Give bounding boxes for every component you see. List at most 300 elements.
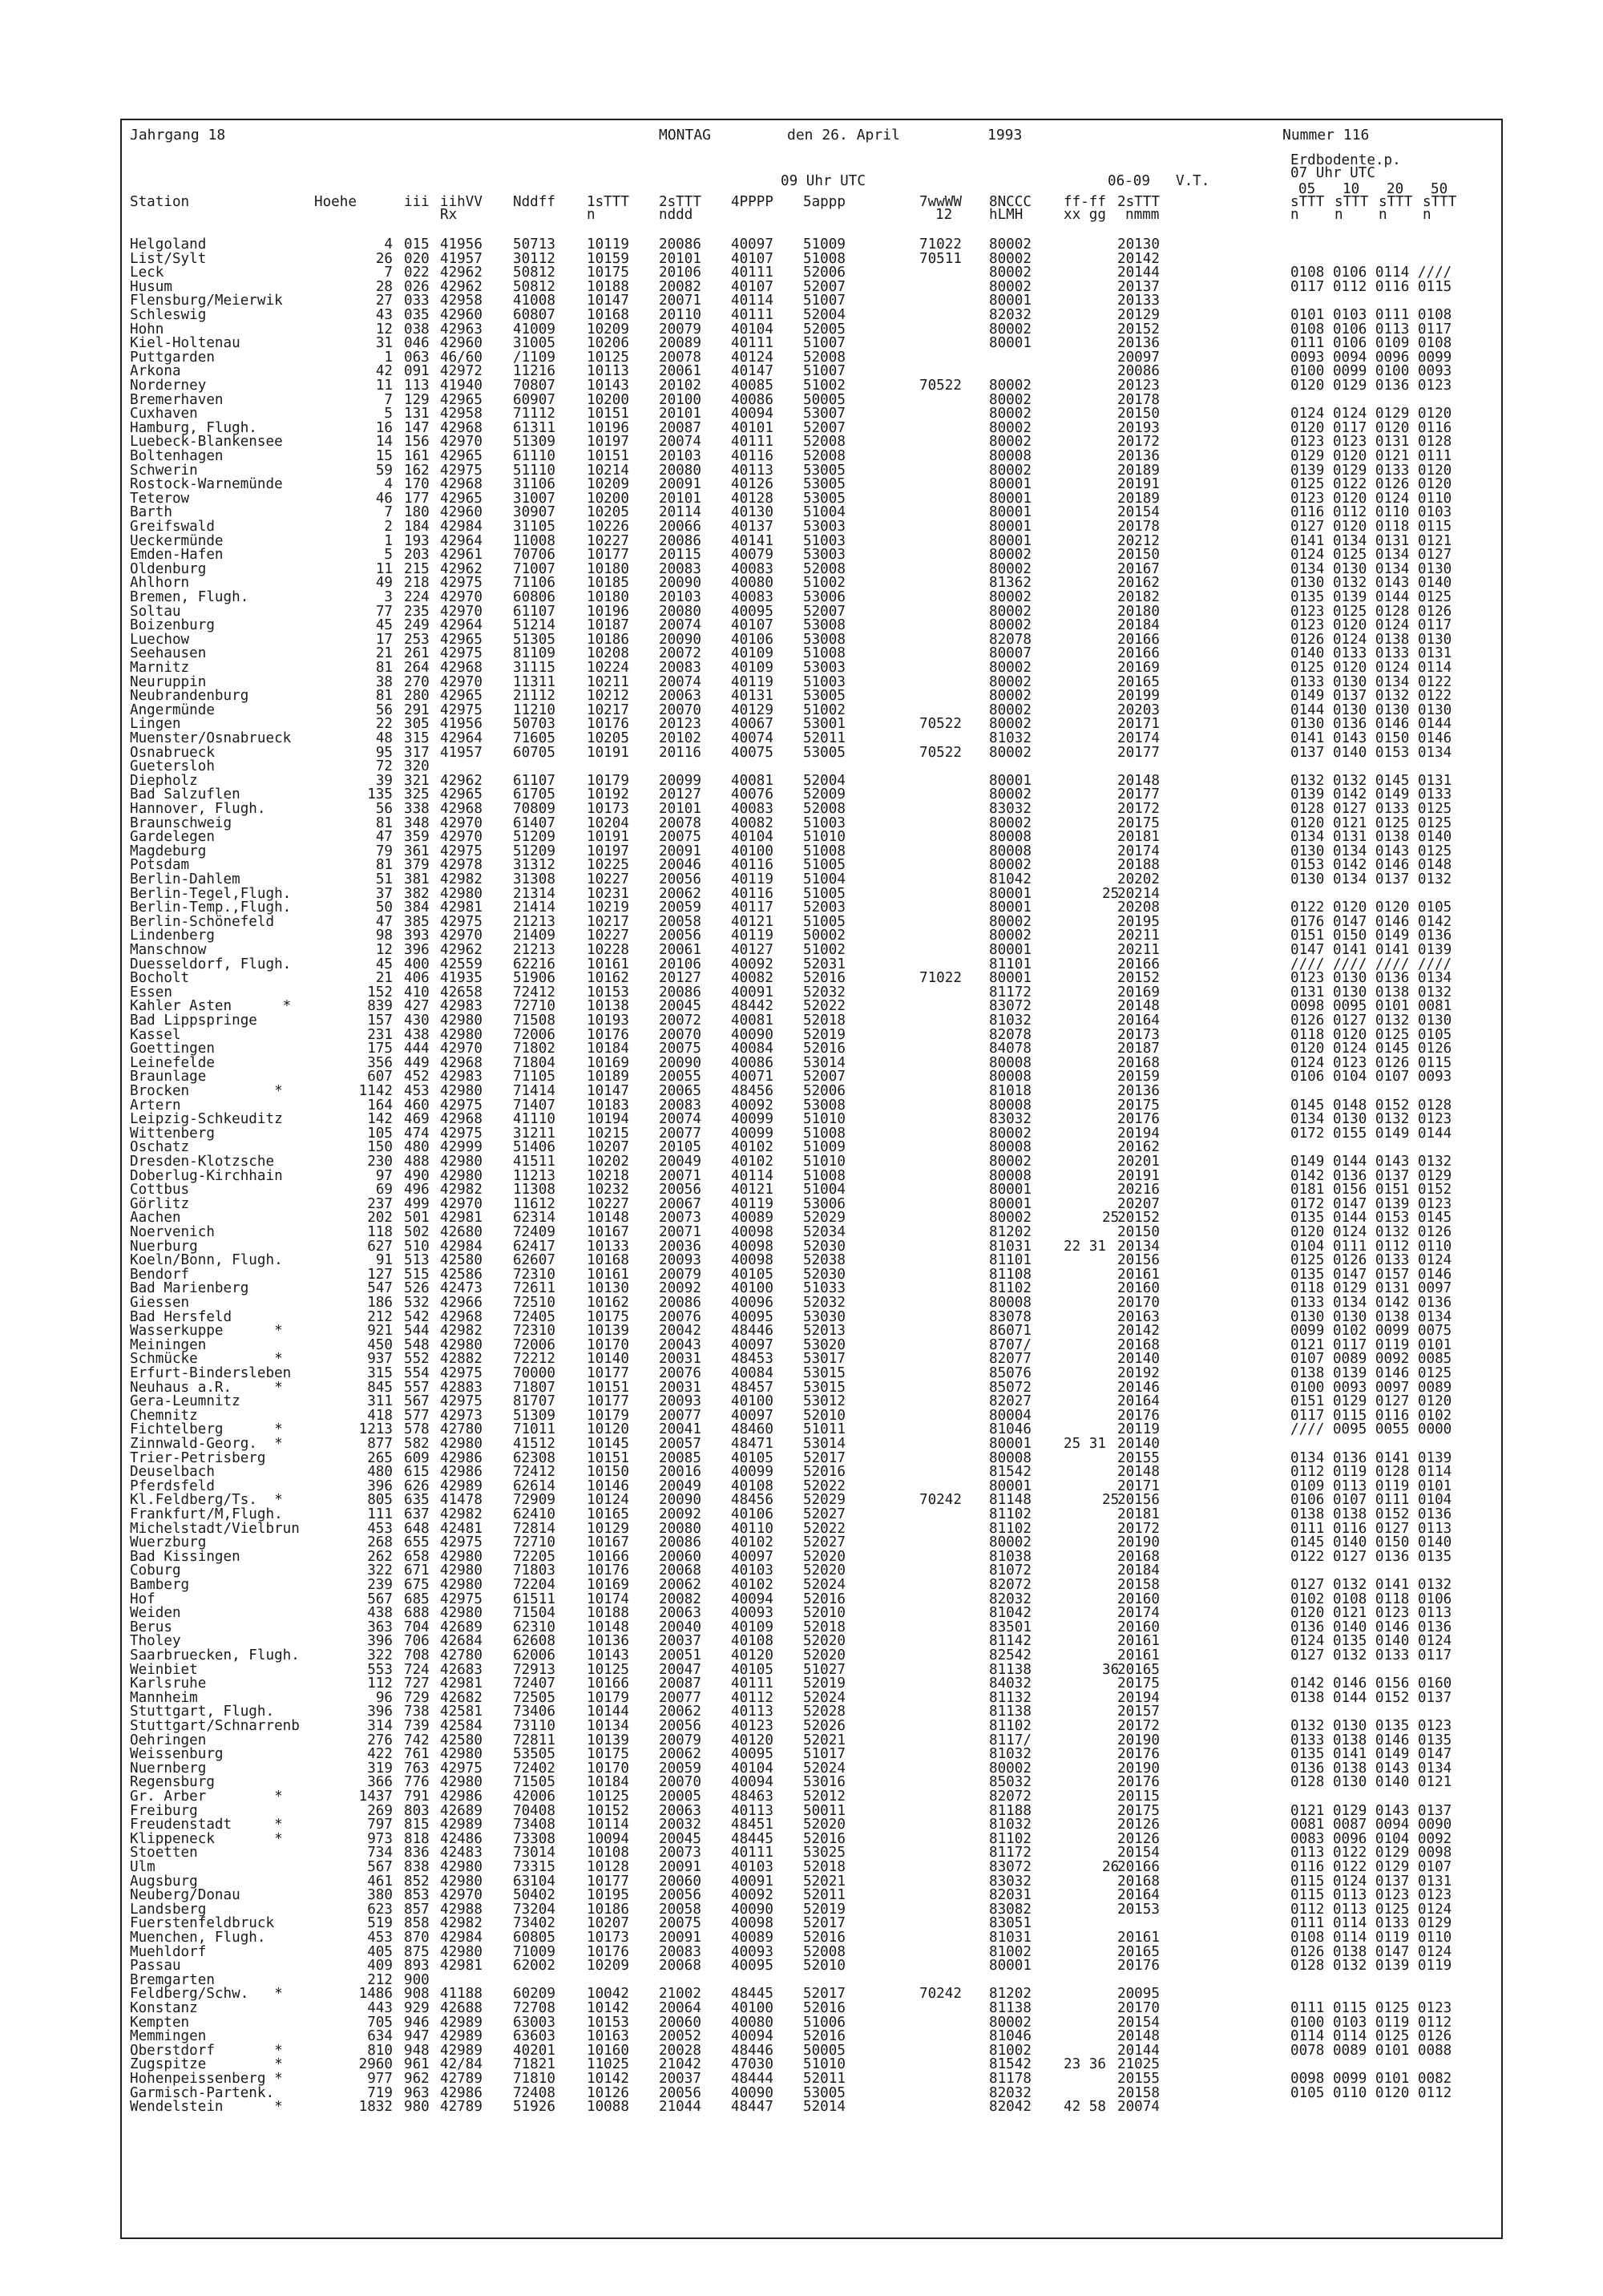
cell-sttt3: 20154 (1117, 504, 1160, 521)
cell-iihvv: 42989 (440, 2014, 483, 2031)
cell-pppp: 40090 (731, 1901, 773, 1918)
table-row (122, 1226, 1501, 1240)
cell-sttt3: 20171 (1117, 1477, 1160, 1494)
cell-pppp: 40101 (731, 419, 773, 436)
cell-sttt1: 10151 (587, 1379, 629, 1396)
col-iihvv-sub: Rx (440, 207, 458, 223)
cell-ncccc: 80001 (989, 772, 1032, 789)
cell-sappp: 53015 (803, 1379, 846, 1396)
cell-sttt1: 10162 (587, 1295, 629, 1311)
cell-sttt1: 10139 (587, 1323, 629, 1340)
cell-nddff: 70809 (513, 801, 555, 817)
cell-sttt1: 10169 (587, 1577, 629, 1593)
cell-nddff: 41511 (513, 1154, 555, 1170)
cell-sttt2: 20036 (659, 1238, 701, 1255)
cell-sappp: 51008 (803, 1167, 846, 1184)
cell-sappp: 51005 (803, 857, 846, 874)
station-id: 609 (404, 1449, 430, 1466)
cell-sappp: 52031 (803, 956, 846, 972)
cell-nddff: 73408 (513, 1817, 555, 1833)
cell-sttt3: 20177 (1117, 786, 1160, 803)
cell-soil: 0112 0113 0125 0124 (1290, 1901, 1452, 1918)
cell-sttt1: 10184 (587, 1041, 629, 1057)
station-name: Gera-Leumnitz (130, 1393, 240, 1410)
cell-pppp: 40110 (731, 1520, 773, 1537)
cell-ncccc: 81172 (989, 1845, 1032, 1861)
cell-nddff: 72006 (513, 1336, 555, 1353)
cell-sttt2: 20076 (659, 1365, 701, 1381)
station-height: 810 (367, 2042, 393, 2059)
cell-soil: 0098 0099 0101 0082 (1290, 2071, 1452, 2087)
cell-pppp: 40098 (731, 1238, 773, 1255)
cell-iihvv: 42882 (440, 1351, 483, 1368)
cell-sappp: 52003 (803, 899, 846, 916)
cell-ncccc: 81031 (989, 1930, 1032, 1946)
station-id: 836 (404, 1845, 430, 1861)
station-id: 502 (404, 1224, 430, 1240)
cell-sttt2: 20037 (659, 1633, 701, 1650)
cell-sttt3: 20126 (1117, 1817, 1160, 1833)
cell-soil: 0120 0124 0145 0126 (1290, 1041, 1452, 1057)
cell-sttt2: 20087 (659, 1676, 701, 1692)
cell-ncccc: 80001 (989, 1958, 1032, 1975)
cell-sttt3: 20199 (1117, 688, 1160, 705)
cell-ncccc: 81542 (989, 1464, 1032, 1481)
station-id: 038 (404, 321, 430, 338)
station-height: 91 (375, 1252, 393, 1269)
station-name: Wittenberg (130, 1125, 215, 1142)
cell-sappp: 52022 (803, 1477, 846, 1494)
station-height: 56 (375, 701, 393, 718)
station-id: 496 (404, 1182, 430, 1199)
cell-iihvv: 42789 (440, 2099, 483, 2116)
col-sttt3: 2sTTT (1117, 194, 1160, 210)
cell-sttt2: 20079 (659, 321, 701, 338)
station-id: 264 (404, 660, 430, 676)
station-id: 215 (404, 560, 430, 577)
cell-nddff: 21409 (513, 928, 555, 944)
station-name: Artern (130, 1097, 181, 1114)
cell-sttt1: 10166 (587, 1548, 629, 1565)
cell-sttt1: 10176 (587, 1943, 629, 1960)
cell-sttt3: 20207 (1117, 1195, 1160, 1212)
station-id: 177 (404, 490, 430, 507)
cell-wwww: 70242 (919, 1986, 962, 2003)
cell-ncccc: 81002 (989, 2042, 1032, 2059)
station-height: 15 (375, 448, 393, 464)
cell-sttt3: 20136 (1117, 448, 1160, 464)
cell-iihvv: 42989 (440, 1477, 483, 1494)
cell-pppp: 48446 (731, 2042, 773, 2059)
cell-nddff: 60209 (513, 1986, 555, 2003)
cell-sttt2: 20114 (659, 504, 701, 521)
station-height: 797 (367, 1817, 393, 1833)
cell-soil: //// //// //// //// (1290, 956, 1452, 972)
cell-pppp: 40086 (731, 391, 773, 408)
station-name: Chemnitz (130, 1407, 198, 1424)
station-id: 444 (404, 1041, 430, 1057)
station-name: List/Sylt (130, 250, 207, 267)
station-id: 474 (404, 1125, 430, 1142)
station-height: 627 (367, 1238, 393, 1255)
cell-soil: 0125 0126 0133 0124 (1290, 1252, 1452, 1269)
cell-pppp: 40109 (731, 660, 773, 676)
cell-sttt3: 20153 (1117, 1901, 1160, 1918)
cell-sttt2: 20070 (659, 1774, 701, 1791)
cell-pppp: 40111 (731, 1845, 773, 1861)
cell-sttt3: 20159 (1117, 1069, 1160, 1085)
cell-sttt1: 10227 (587, 928, 629, 944)
station-id: 046 (404, 335, 430, 352)
cell-sttt3: 20095 (1117, 1986, 1160, 2003)
cell-pppp: 40111 (731, 265, 773, 281)
station-name: Neubrandenburg (130, 688, 249, 705)
station-id: 321 (404, 772, 430, 789)
cell-pppp: 48456 (731, 1492, 773, 1509)
cell-soil: 0125 0122 0126 0120 (1290, 476, 1452, 493)
station-height: 269 (367, 1802, 393, 1819)
station-height: 50 (375, 899, 393, 916)
station-name: Seehausen (130, 645, 207, 662)
cell-nddff: 51906 (513, 970, 555, 987)
cell-nddff: 72814 (513, 1520, 555, 1537)
cell-sttt2: 20079 (659, 1266, 701, 1283)
cell-ncccc: 80002 (989, 547, 1032, 564)
cell-ncccc: 81032 (989, 1013, 1032, 1029)
station-height: 239 (367, 1577, 393, 1593)
cell-iihvv: 42960 (440, 307, 483, 323)
cell-iihvv: 42968 (440, 1111, 483, 1128)
cell-pppp: 40098 (731, 1252, 773, 1269)
cell-nddff: 72405 (513, 1308, 555, 1325)
cell-sttt2: 20062 (659, 1746, 701, 1763)
cell-sappp: 52034 (803, 1224, 846, 1240)
station-name: Marnitz (130, 660, 190, 676)
station-id: 658 (404, 1548, 430, 1565)
cell-sappp: 51006 (803, 2014, 846, 2031)
cell-nddff: 60705 (513, 744, 555, 761)
cell-sttt3: 20148 (1117, 2028, 1160, 2045)
cell-pppp: 40105 (731, 1266, 773, 1283)
station-id: 510 (404, 1238, 430, 1255)
cell-sttt1: 10219 (587, 899, 629, 916)
station-name: Manschnow (130, 942, 207, 958)
station-height: 1437 (358, 1789, 393, 1805)
cell-ncccc: 80002 (989, 236, 1032, 253)
cell-sttt2: 20083 (659, 660, 701, 676)
station-name: Flensburg/Meierwik (130, 293, 283, 309)
cell-sttt2: 20072 (659, 645, 701, 662)
cell-sttt1: 10148 (587, 1210, 629, 1227)
cell-pppp: 40108 (731, 1477, 773, 1494)
cell-sttt2: 20090 (659, 1054, 701, 1071)
cell-pppp: 40113 (731, 1704, 773, 1720)
cell-pppp: 40120 (731, 1732, 773, 1748)
station-name: Hof (130, 1591, 155, 1607)
station-name: Klippeneck * (130, 1830, 283, 1847)
cell-nddff: 50713 (513, 236, 555, 253)
cell-sttt1: 10184 (587, 1774, 629, 1791)
cell-iihvv: 42688 (440, 2000, 483, 2016)
station-id: 708 (404, 1647, 430, 1663)
station-name: Meiningen (130, 1336, 207, 1353)
cell-soil: 0142 0146 0156 0160 (1290, 1676, 1452, 1692)
cell-nddff: 21414 (513, 899, 555, 916)
cell-pppp: 40120 (731, 1647, 773, 1663)
station-height: 276 (367, 1732, 393, 1748)
cell-sttt1: 10161 (587, 1266, 629, 1283)
station-name: Muenchen, Flugh. (130, 1930, 266, 1946)
cell-sttt2: 20028 (659, 2042, 701, 2059)
station-name: Nuerburg (130, 1238, 198, 1255)
cell-nddff: 60805 (513, 1930, 555, 1946)
cell-iihvv: 42581 (440, 1704, 483, 1720)
station-id: 742 (404, 1732, 430, 1748)
cell-iihvv: 42960 (440, 504, 483, 521)
cell-sappp: 53005 (803, 462, 846, 479)
cell-sttt2: 20079 (659, 1732, 701, 1748)
cell-sttt1: 10208 (587, 645, 629, 662)
cell-sttt1: 10145 (587, 1436, 629, 1452)
station-height: 81 (375, 815, 393, 831)
cell-sttt3: 20158 (1117, 2084, 1160, 2101)
station-name: Guetersloh (130, 758, 215, 775)
cell-nddff: 62308 (513, 1449, 555, 1466)
cell-ncccc: 80001 (989, 1195, 1032, 1212)
station-height: 839 (367, 998, 393, 1015)
cell-soil: 0130 0134 0143 0125 (1290, 843, 1452, 859)
cell-sttt2: 20059 (659, 1760, 701, 1777)
cell-pppp: 40137 (731, 519, 773, 535)
cell-nddff: 50812 (513, 278, 555, 295)
cell-sttt1: 10207 (587, 1915, 629, 1932)
cell-sttt2: 20077 (659, 1125, 701, 1142)
cell-pppp: 40096 (731, 1295, 773, 1311)
cell-nddff: 31211 (513, 1125, 555, 1142)
cell-ncccc: 81542 (989, 2056, 1032, 2073)
cell-sttt3: 20208 (1117, 899, 1160, 916)
cell-soil: 0145 0140 0150 0140 (1290, 1534, 1452, 1551)
station-name: Duesseldorf, Flugh. (130, 956, 292, 972)
cell-sttt1: 10168 (587, 1252, 629, 1269)
obs-time-label: 09 Uhr UTC (781, 173, 866, 189)
station-id: 184 (404, 519, 430, 535)
col-ncccc-sub: hLMH (989, 207, 1024, 223)
station-id: 704 (404, 1619, 430, 1635)
cell-sttt2: 20068 (659, 1562, 701, 1579)
cell-pppp: 40131 (731, 688, 773, 705)
cell-soil: 0139 0129 0133 0120 (1290, 462, 1452, 479)
station-name: Braunlage (130, 1069, 207, 1085)
cell-pppp: 40085 (731, 378, 773, 394)
cell-sttt2: 20103 (659, 589, 701, 605)
cell-ncccc: 80001 (989, 519, 1032, 535)
cell-iihvv: 42481 (440, 1520, 483, 1537)
cell-sttt1: 10147 (587, 293, 629, 309)
cell-sttt2: 20066 (659, 519, 701, 535)
cell-sttt3: 20164 (1117, 1393, 1160, 1410)
station-id: 410 (404, 984, 430, 1000)
cell-sttt3: 20119 (1117, 1421, 1160, 1438)
station-id: 900 (404, 1971, 430, 1988)
cell-sttt1: 10180 (587, 589, 629, 605)
cell-sappp: 52016 (803, 2000, 846, 2016)
station-id: 635 (404, 1492, 430, 1509)
cell-soil: 0083 0096 0104 0092 (1290, 1830, 1452, 1847)
cell-ncccc: 81032 (989, 730, 1032, 746)
cell-sttt3: 20190 (1117, 1732, 1160, 1748)
station-name: Michelstadt/Vielbrun (130, 1520, 300, 1537)
station-name: Hohn (130, 321, 164, 338)
cell-pppp: 40098 (731, 1224, 773, 1240)
cell-iihvv: 42980 (440, 1873, 483, 1890)
cell-sttt1: 10142 (587, 2071, 629, 2087)
cell-nddff: 11612 (513, 1195, 555, 1212)
cell-sttt2: 21042 (659, 2056, 701, 2073)
station-height: 46 (375, 490, 393, 507)
cell-pppp: 40114 (731, 1167, 773, 1184)
cell-iihvv: 42984 (440, 519, 483, 535)
cell-sttt2: 20058 (659, 913, 701, 930)
cell-sttt3: 20194 (1117, 1689, 1160, 1706)
cell-nddff: 60807 (513, 307, 555, 323)
cell-sappp: 53012 (803, 1393, 846, 1410)
cell-soil: 0102 0108 0118 0106 (1290, 1591, 1452, 1607)
cell-nddff: 62216 (513, 956, 555, 972)
cell-sttt1: 10124 (587, 1492, 629, 1509)
cell-pppp: 40107 (731, 617, 773, 634)
cell-sappp: 53005 (803, 476, 846, 493)
cell-sttt2: 20071 (659, 1224, 701, 1240)
cell-sappp: 51027 (803, 1661, 846, 1678)
cell-sappp: 53008 (803, 1097, 846, 1114)
cell-nddff: 62410 (513, 1506, 555, 1522)
cell-nddff: 72611 (513, 1280, 555, 1297)
station-name: Zinnwald-Georg. * (130, 1436, 283, 1452)
station-id: 739 (404, 1718, 430, 1734)
station-id: 438 (404, 1026, 430, 1043)
cell-nddff: 31105 (513, 519, 555, 535)
cell-nddff: 60907 (513, 391, 555, 408)
cell-pppp: 40082 (731, 970, 773, 987)
station-name: Weiden (130, 1605, 181, 1622)
station-height: 212 (367, 1971, 393, 1988)
cell-soil: 0135 0139 0144 0125 (1290, 589, 1452, 605)
cell-iihvv: 42968 (440, 1308, 483, 1325)
station-id: 706 (404, 1633, 430, 1650)
cell-sttt1: 10214 (587, 462, 629, 479)
cell-pppp: 40091 (731, 1873, 773, 1890)
cell-soil: 0134 0131 0138 0140 (1290, 829, 1452, 846)
cell-sttt1: 10218 (587, 1167, 629, 1184)
station-height: 81 (375, 857, 393, 874)
cell-pppp: 40074 (731, 730, 773, 746)
cell-sappp: 51009 (803, 236, 846, 253)
cell-iihvv: 42966 (440, 1295, 483, 1311)
cell-sttt1: 10146 (587, 1477, 629, 1494)
station-id: 320 (404, 758, 430, 775)
station-height: 127 (367, 1266, 393, 1283)
cell-sttt1: 10197 (587, 843, 629, 859)
cell-soil: 0129 0120 0121 0111 (1290, 448, 1452, 464)
cell-soil: 0123 0130 0136 0134 (1290, 970, 1452, 987)
cell-ncccc: 80002 (989, 1534, 1032, 1551)
cell-sappp: 52020 (803, 1647, 846, 1663)
cell-soil: 0100 0103 0119 0112 (1290, 2014, 1452, 2031)
cell-iihvv: 42975 (440, 1097, 483, 1114)
station-height: 1486 (358, 1986, 393, 2003)
table-row (122, 1155, 1501, 1170)
cell-ff: 25 (1102, 1210, 1120, 1227)
station-height: 79 (375, 843, 393, 859)
station-height: 461 (367, 1873, 393, 1890)
cell-sttt3: 20162 (1117, 1139, 1160, 1156)
station-height: 77 (375, 603, 393, 620)
station-id: 338 (404, 801, 430, 817)
cell-soil: 0138 0139 0146 0125 (1290, 1365, 1452, 1381)
cell-sttt2: 20059 (659, 899, 701, 916)
cell-nddff: 70408 (513, 1802, 555, 1819)
cell-pppp: 40126 (731, 476, 773, 493)
cell-pppp: 40100 (731, 843, 773, 859)
cell-sttt2: 20040 (659, 1619, 701, 1635)
cell-sappp: 52019 (803, 1676, 846, 1692)
cell-sttt2: 20070 (659, 701, 701, 718)
cell-pppp: 40094 (731, 406, 773, 422)
station-height: 705 (367, 2014, 393, 2031)
cell-pppp: 40121 (731, 1182, 773, 1199)
cell-soil: 0130 0132 0143 0140 (1290, 575, 1452, 592)
cell-pppp: 40119 (731, 1195, 773, 1212)
station-height: 453 (367, 1930, 393, 1946)
station-height: 38 (375, 673, 393, 690)
station-height: 96 (375, 1689, 393, 1706)
cell-sttt3: 20187 (1117, 1041, 1160, 1057)
station-id: 015 (404, 236, 430, 253)
cell-sttt3: 20169 (1117, 984, 1160, 1000)
cell-sappp: 51008 (803, 645, 846, 662)
cell-sappp: 52019 (803, 1901, 846, 1918)
cell-ncccc: 81102 (989, 1718, 1032, 1734)
table-row (122, 1649, 1501, 1663)
cell-soil: 0131 0130 0138 0132 (1290, 984, 1452, 1000)
station-name: Braunschweig (130, 815, 232, 831)
table-row (122, 1720, 1501, 1734)
cell-nddff: 41512 (513, 1436, 555, 1452)
cell-sttt2: 21044 (659, 2099, 701, 2116)
cell-ncccc: 81102 (989, 1830, 1032, 1847)
cell-iihvv: 42958 (440, 406, 483, 422)
cell-pppp: 40111 (731, 335, 773, 352)
cell-sttt2: 20101 (659, 801, 701, 817)
table-row (122, 873, 1501, 887)
cell-pppp: 48445 (731, 1986, 773, 2003)
cell-sttt2: 20032 (659, 1817, 701, 1833)
cell-nddff: 73308 (513, 1830, 555, 1847)
cell-nddff: 72407 (513, 1676, 555, 1692)
station-name: Helgoland (130, 236, 207, 253)
cell-sappp: 51002 (803, 701, 846, 718)
cell-sttt2: 20005 (659, 1789, 701, 1805)
bulletin-page (120, 119, 1503, 2239)
cell-sttt3: 20150 (1117, 547, 1160, 564)
cell-ncccc: 80001 (989, 899, 1032, 916)
cell-sttt3: 20188 (1117, 857, 1160, 874)
cell-nddff: 72204 (513, 1577, 555, 1593)
cell-pppp: 40079 (731, 547, 773, 564)
station-height: 14 (375, 434, 393, 451)
cell-sappp: 52016 (803, 970, 846, 987)
